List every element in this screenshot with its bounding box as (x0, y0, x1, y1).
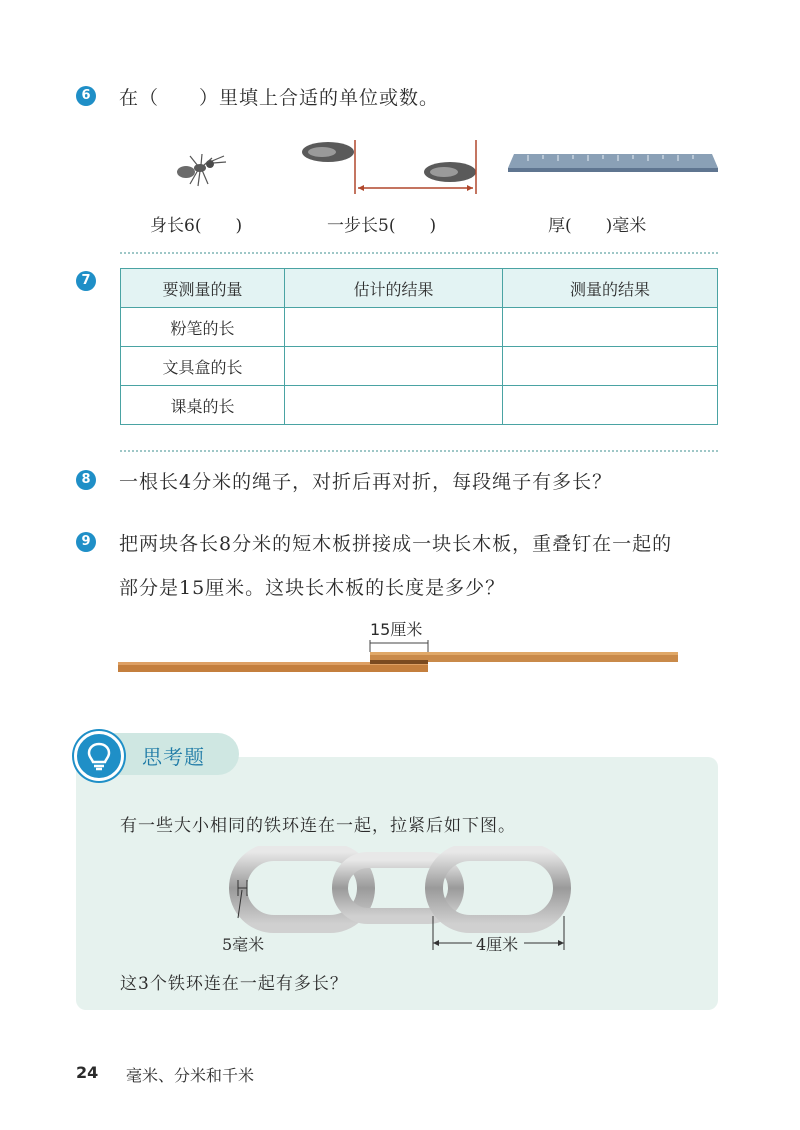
measurement-table (120, 268, 718, 425)
table-header: 要测量的量 (121, 269, 285, 308)
question-9-line-1: 把两块各长8分米的短木板拼接成一块长木板，重叠钉在一起的 (119, 533, 673, 555)
divider (120, 252, 718, 254)
table-cell (285, 386, 503, 425)
table-cell: 课桌的长 (121, 386, 285, 425)
question-7-number: 7 (76, 271, 96, 291)
ruler-icon (508, 150, 718, 176)
question-6-number: 6 (76, 86, 96, 106)
q6-item-body-length: 身长6( ) (150, 216, 243, 236)
overlap-label: 15厘米 (370, 620, 423, 639)
lightbulb-icon (74, 731, 124, 781)
table-cell: 粉笔的长 (121, 308, 285, 347)
iron-chain-diagram (228, 846, 576, 956)
table-row (121, 386, 718, 425)
thinking-question-ask: 这3个铁环连在一起有多长？ (120, 974, 348, 994)
thinking-question-text: 有一些大小相同的铁环连在一起，拉紧后如下图。 (120, 816, 516, 836)
section-title: 毫米、分米和千米 (126, 1066, 255, 1085)
table-row (121, 308, 718, 347)
footprints-icon (300, 136, 490, 198)
ring-thickness-label: 5毫米 (222, 935, 265, 954)
q6-item-step-length: 一步长5( ) (327, 216, 437, 236)
table-cell (285, 347, 503, 386)
question-8-text: 一根长4分米的绳子，对折后再对折，每段绳子有多长？ (119, 471, 613, 493)
ant-icon (172, 150, 232, 190)
question-6-prompt: 在（ ）里填上合适的单位或数。 (119, 87, 440, 109)
table-header: 测量的结果 (503, 269, 718, 308)
question-9-number: 9 (76, 532, 96, 552)
table-row (121, 347, 718, 386)
question-8-number: 8 (76, 470, 96, 490)
q6-item-thickness: 厚( )毫米 (548, 216, 647, 236)
thinking-question-title: 思考题 (142, 745, 205, 769)
table-cell: 文具盒的长 (121, 347, 285, 386)
table-header: 估计的结果 (285, 269, 503, 308)
ring-length-label: 4厘米 (476, 935, 519, 954)
table-cell (285, 308, 503, 347)
table-cell (503, 308, 718, 347)
wood-boards-diagram (118, 636, 680, 676)
table-cell (503, 386, 718, 425)
page-number: 24 (76, 1063, 99, 1082)
divider (120, 450, 718, 452)
question-9-line-2: 部分是15厘米。这块长木板的长度是多少？ (119, 577, 506, 599)
table-cell (503, 347, 718, 386)
